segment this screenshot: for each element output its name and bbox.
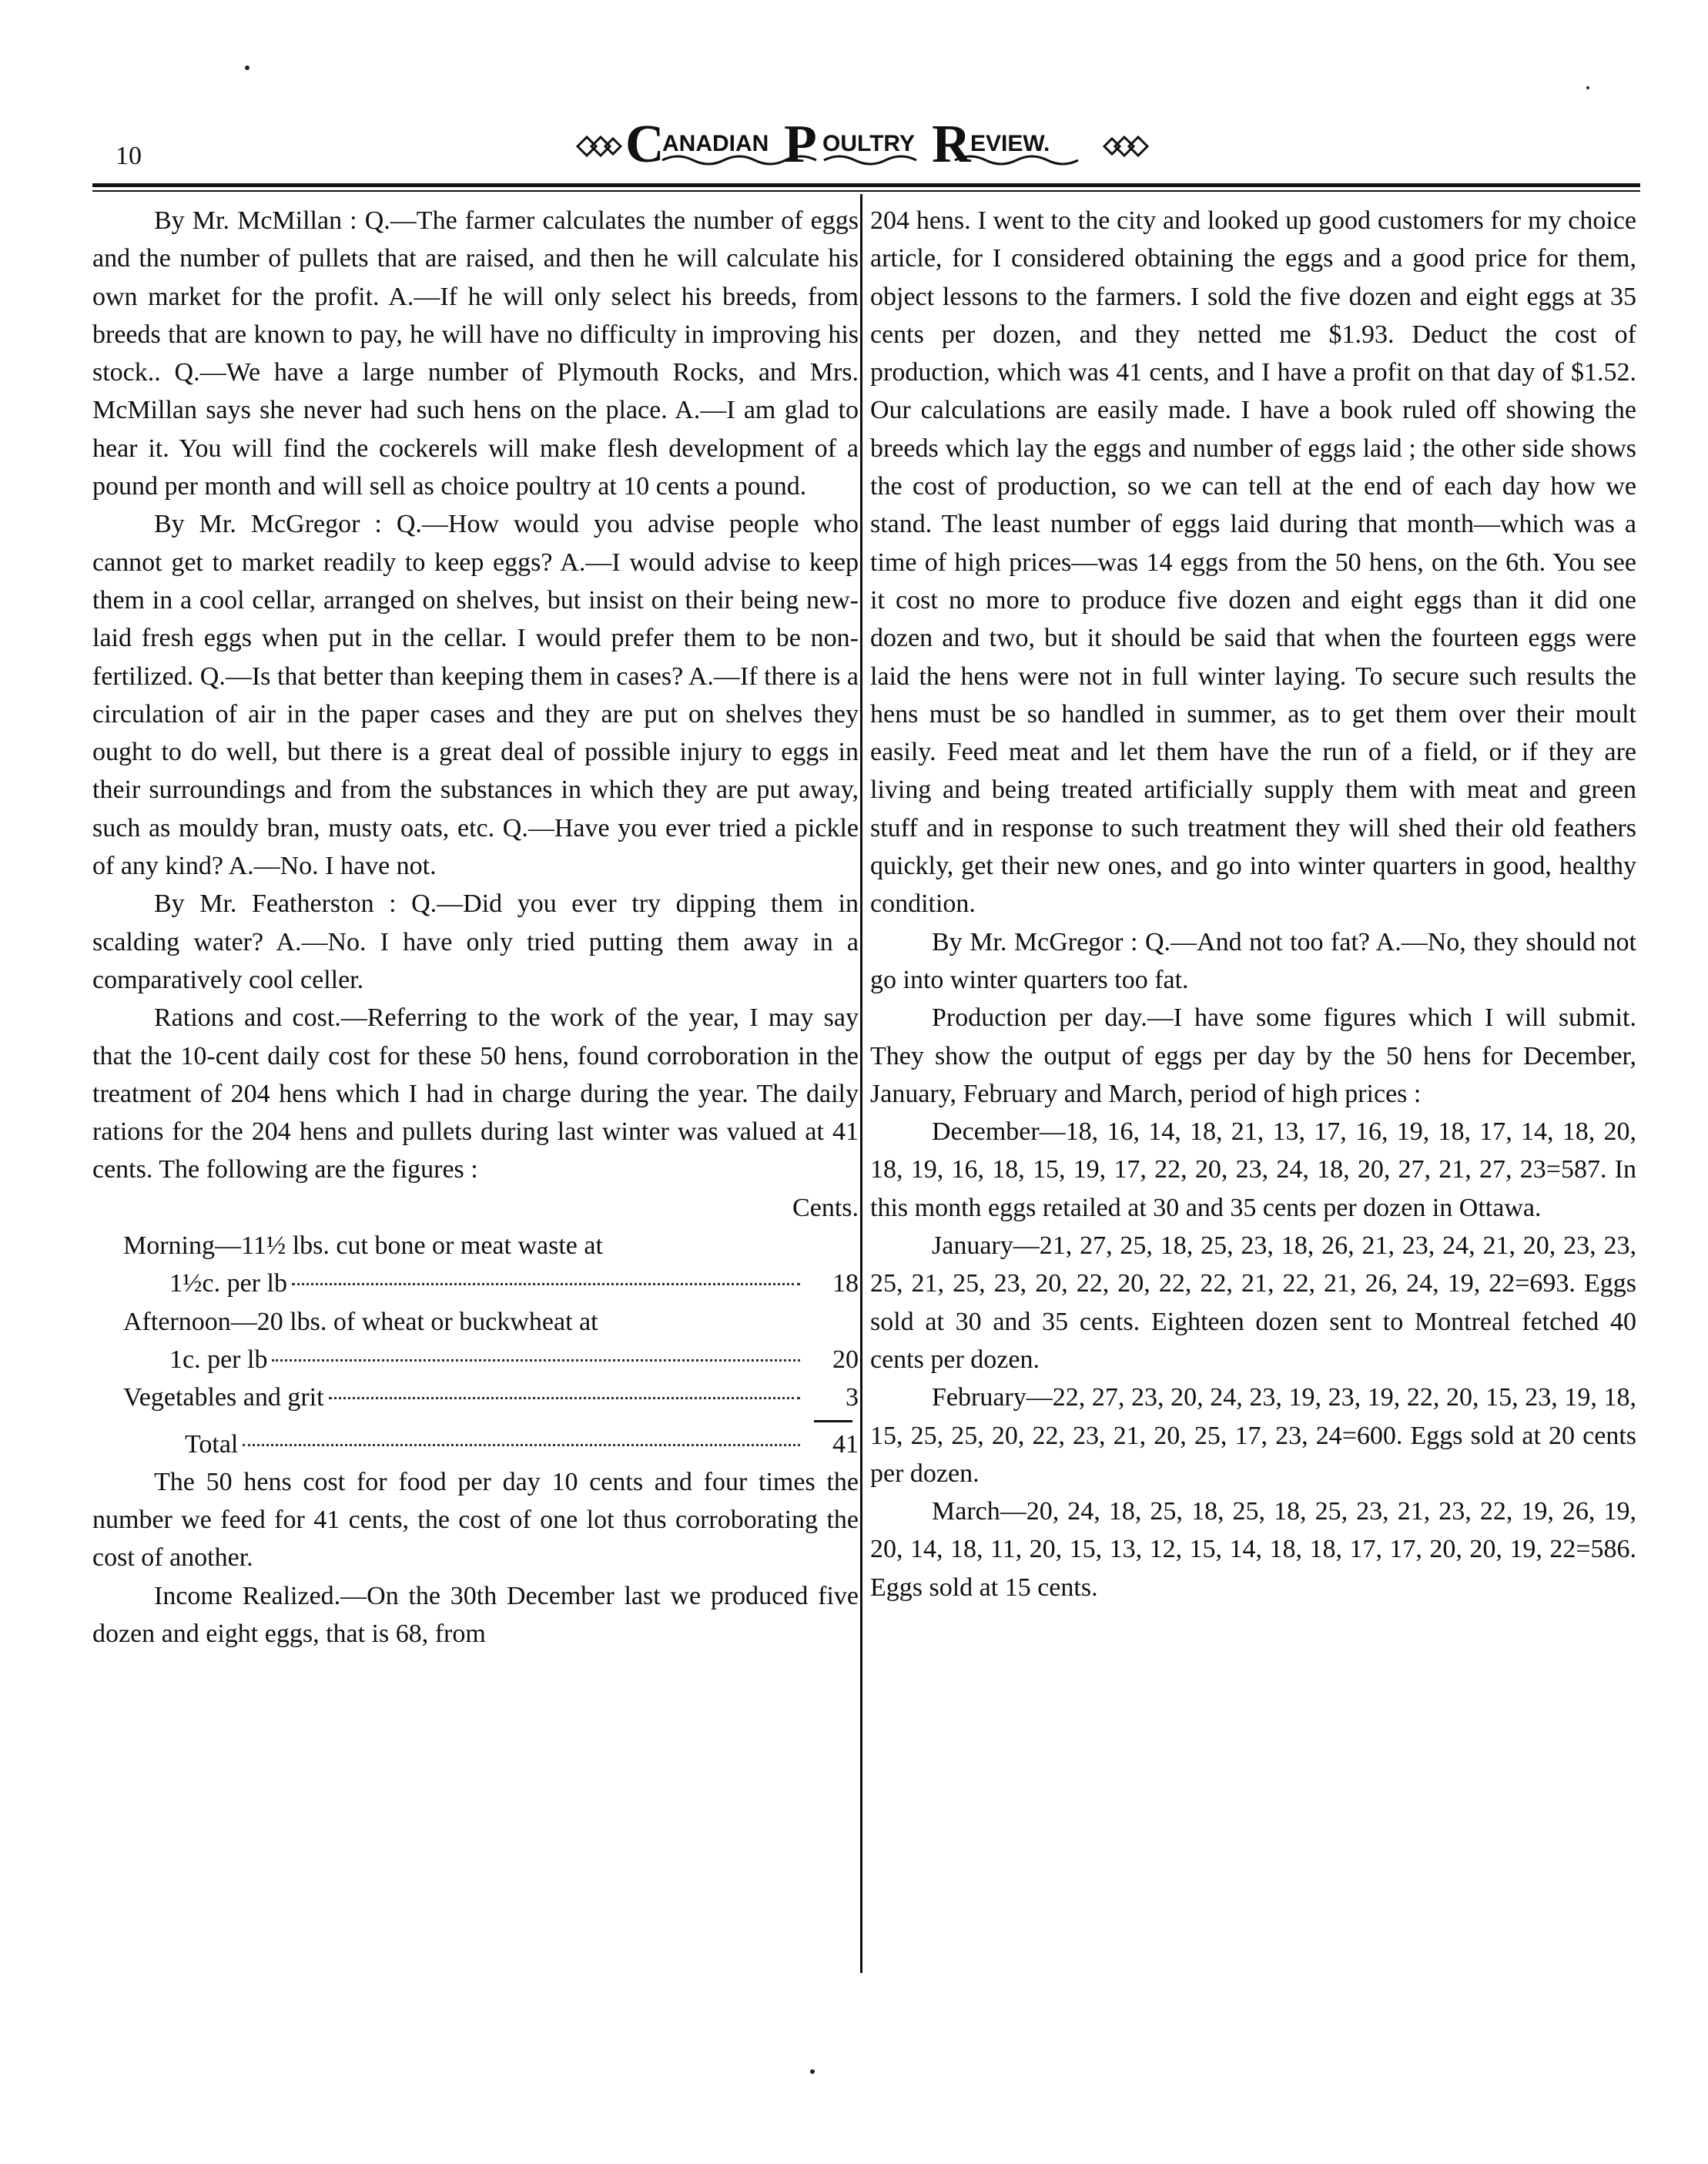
header-rule xyxy=(92,183,1640,187)
masthead-r: R xyxy=(932,116,971,174)
page-number: 10 xyxy=(116,142,142,170)
dot-leader xyxy=(243,1444,800,1446)
ration-total-value: 41 xyxy=(832,1429,859,1459)
ration-afternoon-desc: 1c. per lb xyxy=(169,1345,268,1374)
masthead-c: C xyxy=(625,116,665,174)
total-rule xyxy=(814,1420,852,1422)
paragraph-january: January—21, 27, 25, 18, 25, 23, 18, 26, 21, 23, 24, 21, 20, 23, 23, 25, 21, 25, 23, 20, 22, 20, 22, 22, 21, 22, 21, 26, 24, 19, 22=693. Eggs sold at 30 and 35 cents. Eighteen dozen sent to Montreal fetched 40 cents per dozen. xyxy=(870,1231,1636,1374)
paragraph-december: December—18, 16, 14, 18, 21, 13, 17, 16, 19, 18, 17, 14, 18, 20, 18, 19, 16, 18, 15, 19, 17, 22, 20, 23, 24, 18, 20, 27, 21, 27, 23=587. In this month eggs retailed at 30 and 35 cents per dozen in Ottawa. xyxy=(870,1117,1636,1222)
ration-vegetables-row xyxy=(92,1378,859,1416)
cents-column-header: Cents. xyxy=(792,1193,859,1222)
paragraph-march: March—20, 24, 18, 25, 18, 25, 18, 25, 23, 21, 23, 22, 19, 26, 19, 20, 14, 18, 11, 20, 15, 13, 12, 15, 14, 18, 18, 17, 17, 20, 20, 19, 22=586. Eggs sold at 15 cents. xyxy=(870,1497,1636,1602)
masthead-p: P xyxy=(784,116,817,174)
paragraph-income-realized: Income Realized.—On the 30th December last we produced five dozen and eight eggs, that is 68, from xyxy=(92,1581,859,1648)
ration-vegetables-value: 3 xyxy=(846,1383,859,1412)
column-divider xyxy=(860,194,862,1973)
ration-morning-row xyxy=(92,1265,859,1302)
masthead-oultry: OULTRY xyxy=(822,131,915,156)
paragraph-featherston: By Mr. Featherston : Q.—Did you ever try dipping them in scalding water? A.—No. I have only tried putting them away in a comparatively cool celler. xyxy=(92,889,859,994)
paragraph-rations-and-cost: Rations and cost.—Referring to the work of the year, I may say that the 10-cent daily cost for these 50 hens, found corroboration in the treatment of 204 hens which I had in charge during the year. The daily rations for the 204 hens and pullets during last winter was valued at 41 cents. The following are the figures : xyxy=(92,1003,859,1184)
ration-morning-line1: Morning—11½ lbs. cut bone or meat waste at xyxy=(123,1231,603,1261)
ration-vegetables-desc: Vegetables and grit xyxy=(123,1383,324,1412)
dot-leader xyxy=(329,1397,800,1399)
ration-morning-desc: 1½c. per lb xyxy=(169,1269,287,1298)
paragraph-mcgregor: By Mr. McGregor : Q.—How would you advise people who cannot get to market readily to keep eggs? A.—I would advise to keep them in a cool cellar, arranged on shelves, but insist on their being new-laid fresh eggs when put in the cellar. I would prefer them to be non-fertilized. Q.—Is that better than keeping them in cases? A.—If there is a circulation of air in the paper cases and they are put on shelves they ought to do well, but there is a great deal of possible injury to eggs in their surroundings and from the substances in which they are put away, such as mouldy bran, musty oats, etc. Q.—Have you ever tried a pickle of any kind? A.—No. I have not. xyxy=(92,510,859,881)
header-rule-thin xyxy=(92,190,1640,192)
masthead-anadian: ANADIAN xyxy=(662,131,769,156)
speck-mark xyxy=(810,2069,815,2074)
paragraph-february: February—22, 27, 23, 20, 24, 23, 19, 23, 19, 22, 20, 15, 23, 19, 18, 15, 25, 25, 20, 22, 23, 21, 20, 25, 17, 23, 24=600. Eggs sold at 20 cents per dozen. xyxy=(870,1383,1636,1488)
speck-mark xyxy=(245,65,250,70)
ration-afternoon-value: 20 xyxy=(832,1345,859,1374)
right-column xyxy=(870,202,1636,1606)
speck-mark xyxy=(1586,86,1589,89)
paragraph-food-cost: The 50 hens cost for food per day 10 cents and four times the number we feed for 41 cents, the cost of one lot thus corroborating the cost of another. xyxy=(92,1467,859,1573)
paragraph-mcgregor-fat: By Mr. McGregor : Q.—And not too fat? A.—No, they should not go into winter quarters too fat. xyxy=(870,927,1636,994)
dot-leader xyxy=(272,1359,800,1362)
paragraph-mcmillan: By Mr. McMillan : Q.—The farmer calculates the number of eggs and the number of pullets that are raised, and then he will calculate his own market for the profit. A.—If he will only select his breeds, from breeds that are known to pay, he will have no difficulty in improving his stock.. Q.—We have a large number of Plymouth Rocks, and Mrs. McMillan says she never had such hens on the place. A.—I am glad to hear it. You will find the cockerels will make flesh development of a pound per month and will sell as choice poultry at 10 cents a pound. xyxy=(92,206,859,501)
masthead-svg xyxy=(570,116,1155,177)
ration-total-desc: Total xyxy=(185,1429,239,1459)
dot-leader xyxy=(292,1283,800,1285)
paragraph-production-per-day: Production per day.—I have some figures which I will submit. They show the output of eggs per day by the 50 hens for December, January, February and March, period of high prices : xyxy=(870,1003,1636,1108)
ration-morning-value: 18 xyxy=(832,1269,859,1298)
ration-total-row xyxy=(92,1425,859,1463)
paragraph-continued-204-hens: 204 hens. I went to the city and looked up good customers for my choice article, for I considered obtaining the eggs and a good price for them, object lessons to the farmers. I sold the five dozen and eight eggs at 35 cents per dozen, and they netted me $1.93. Deduct the cost of production, which was 41 cents, and I have a profit on that day of $1.52. Our calculations are easily made. I have a book ruled off showing the breeds which lay the eggs and number of eggs laid ; the other side shows the cost of production, so we can tell at the end of each day how we stand. The least number of eggs laid during that month—which was a time of high prices—was 14 eggs from the 50 hens, on the 6th. You see it cost no more to produce five dozen and eight eggs than it did one dozen and two, but it should be said that when the fourteen eggs were laid the hens were not in full winter laying. To secure such results the hens must be so handled in summer, as to get them over their moult easily. Feed meat and let them have the run of a field, or if they are living and being treated artificially supply them with meat and green stuff and in response to such treatment they will shed their old feathers quickly, get their new ones, and go into winter quarters in good, healthy condition. xyxy=(870,206,1636,919)
ration-afternoon-line1: Afternoon—20 lbs. of wheat or buckwheat at xyxy=(123,1307,598,1336)
ration-afternoon-row xyxy=(92,1341,859,1378)
masthead-logo xyxy=(570,116,1155,177)
rations-table xyxy=(92,1227,859,1463)
left-column xyxy=(92,202,859,1653)
masthead-eview: EVIEW. xyxy=(970,131,1050,156)
